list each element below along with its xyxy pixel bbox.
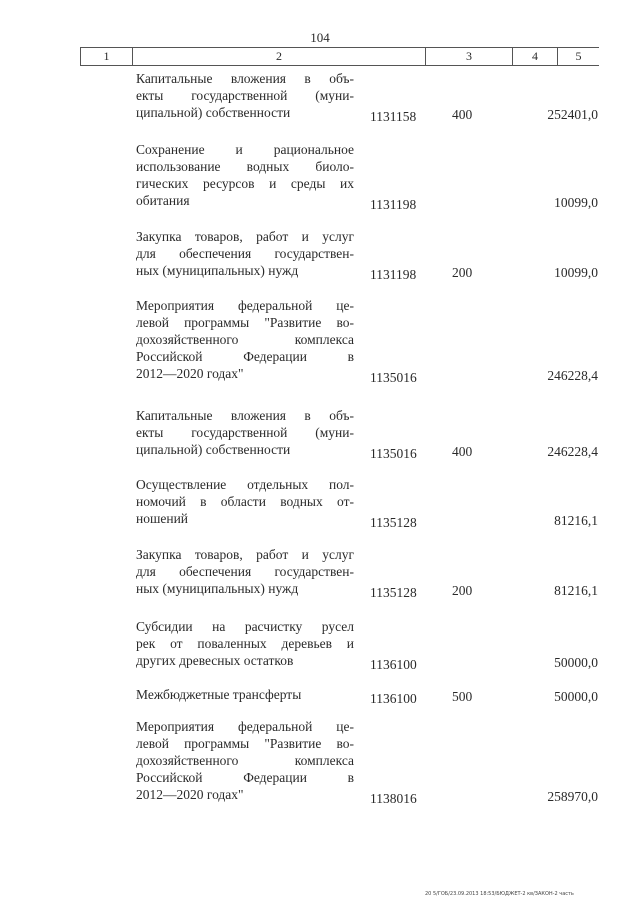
- description-line: использование водных биоло-: [136, 159, 354, 174]
- description-line: Осуществление отдельных пол-: [136, 477, 354, 492]
- description-line: дохозяйственного комплекса: [136, 753, 354, 768]
- row-code: 1135128: [370, 515, 417, 530]
- row-code: 1136100: [370, 657, 417, 672]
- row-amount: 81216,1: [554, 513, 598, 528]
- description-line: Сохранение и рациональное: [136, 142, 354, 157]
- description-line: 2012—2020 годах": [136, 787, 244, 802]
- header-col-5: 5: [575, 49, 582, 63]
- description-line: ципальной) собственности: [136, 442, 291, 457]
- description-line: левой программы "Развитие во-: [136, 315, 354, 330]
- row-amount: 258970,0: [547, 789, 598, 804]
- row-type: 400: [452, 107, 473, 122]
- header-col-3: 3: [426, 48, 513, 65]
- header-col-2: 2: [133, 48, 426, 65]
- row-code: 1135016: [370, 446, 417, 461]
- description-line: екты государственной (муни-: [136, 88, 354, 103]
- row-description: [136, 686, 354, 703]
- row-description: [136, 141, 354, 209]
- row-amount: 10099,0: [554, 195, 598, 210]
- description-line: левой программы "Развитие во-: [136, 736, 354, 751]
- row-code: 1131198: [370, 267, 417, 282]
- description-line: рек от поваленных деревьев и: [136, 636, 354, 651]
- description-line: ципальной) собственности: [136, 105, 291, 120]
- table-header: [80, 47, 599, 66]
- row-amount: 246228,4: [547, 368, 598, 383]
- row-code: 1131158: [370, 109, 417, 124]
- description-line: Российской Федерации в: [136, 770, 354, 785]
- description-line: 2012—2020 годах": [136, 366, 244, 381]
- description-line: для обеспечения государствен-: [136, 246, 354, 261]
- description-line: Мероприятия федеральной це-: [136, 719, 354, 734]
- description-line: других древесных остатков: [136, 653, 294, 668]
- row-description: [136, 407, 354, 458]
- description-line: обитания: [136, 193, 190, 208]
- description-line: Российской Федерации в: [136, 349, 354, 364]
- row-amount: 50000,0: [554, 689, 598, 704]
- description-line: Межбюджетные трансферты: [136, 687, 302, 702]
- row-description: [136, 546, 354, 597]
- row-amount: 50000,0: [554, 655, 598, 670]
- row-code: 1135128: [370, 585, 417, 600]
- row-type: 500: [452, 689, 473, 704]
- description-line: ных (муниципальных) нужд: [136, 581, 299, 596]
- header-col-1: 1: [81, 48, 133, 65]
- row-description: [136, 476, 354, 527]
- description-line: Капитальные вложения в объ-: [136, 408, 354, 423]
- row-type: 200: [452, 583, 473, 598]
- row-type: 400: [452, 444, 473, 459]
- row-amount: 246228,4: [547, 444, 598, 459]
- header-col-4: 4: [513, 48, 558, 65]
- description-line: Закупка товаров, работ и услуг: [136, 547, 354, 562]
- page-number: 104: [310, 30, 330, 45]
- description-line: Мероприятия федеральной це-: [136, 298, 354, 313]
- row-description: [136, 70, 354, 121]
- row-amount: 252401,0: [547, 107, 598, 122]
- row-type: 200: [452, 265, 473, 280]
- row-amount: 81216,1: [554, 583, 598, 598]
- row-code: 1131198: [370, 197, 417, 212]
- description-line: Субсидии на расчистку русел: [136, 619, 354, 634]
- row-description: [136, 618, 354, 669]
- description-line: Капитальные вложения в объ-: [136, 71, 354, 86]
- description-line: екты государственной (муни-: [136, 425, 354, 440]
- row-code: 1138016: [370, 791, 417, 806]
- row-code: 1136100: [370, 691, 417, 706]
- description-line: ношений: [136, 511, 189, 526]
- row-amount: 10099,0: [554, 265, 598, 280]
- description-line: дохозяйственного комплекса: [136, 332, 354, 347]
- description-line: для обеспечения государствен-: [136, 564, 354, 579]
- footer-filename: 20 5/ГОБ/23.09.2013 18:53/БЮДЖЕТ-2 кв/ЗАКОН-2 часть: [425, 891, 574, 897]
- row-description: [136, 297, 354, 382]
- row-description: [136, 718, 354, 803]
- description-line: номочий в области водных от-: [136, 494, 354, 509]
- row-description: [136, 228, 354, 279]
- description-line: ных (муниципальных) нужд: [136, 263, 299, 278]
- row-code: 1135016: [370, 370, 417, 385]
- description-line: Закупка товаров, работ и услуг: [136, 229, 354, 244]
- description-line: гических ресурсов и среды их: [136, 176, 354, 191]
